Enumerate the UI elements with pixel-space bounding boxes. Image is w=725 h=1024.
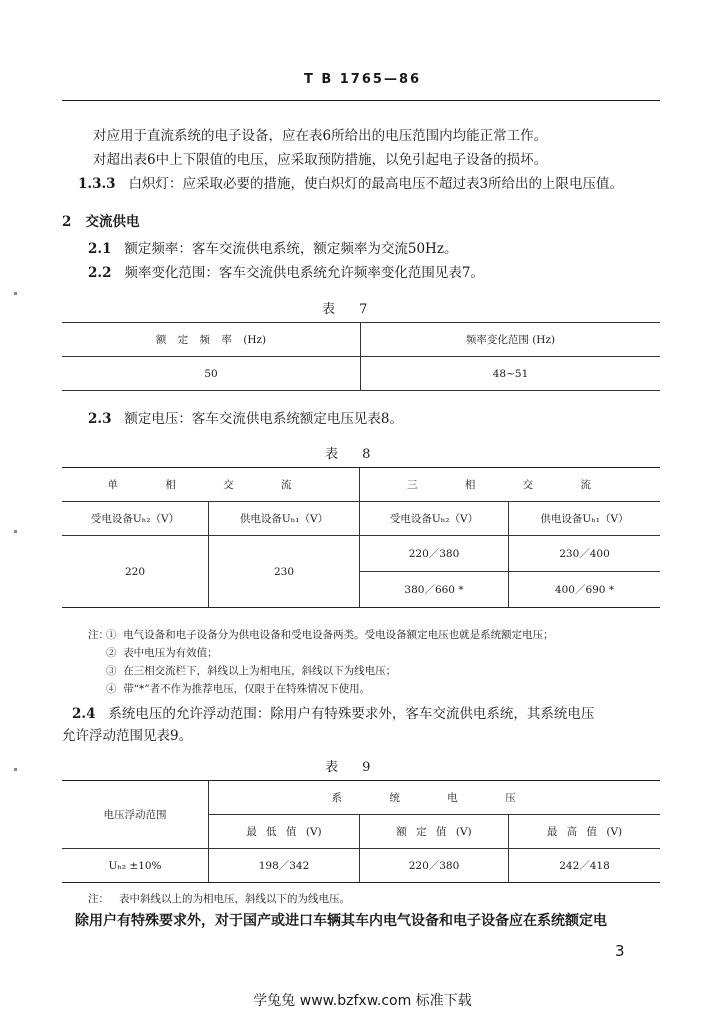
table-9 [62, 780, 660, 883]
header-rule [62, 100, 660, 101]
note-label: 注： [88, 893, 109, 905]
table-cell: 220／380 [360, 536, 509, 572]
section-number: 1.3.3 [78, 176, 116, 192]
table-header: 频率变化范围 (Hz) [361, 323, 661, 357]
table-header: 最 低 值 (V) [209, 815, 360, 849]
table-header: 额 定 频 率 (Hz) [62, 323, 361, 357]
section-title: 交流供电 [85, 214, 140, 230]
footer-watermark: 学兔兔 www.bzfxw.com 标准下载 [253, 993, 472, 1009]
table-7-caption: 表 7 [322, 302, 378, 317]
table-header: 受电设备Uₕ₂（V） [62, 502, 209, 536]
note-text: 带“*”者不作为推荐电压，仅限于在特殊情况下使用。 [123, 683, 371, 695]
section-number: 2.3 [88, 411, 112, 427]
table-8-caption: 表 8 [325, 447, 381, 462]
table-group-header: 系 统 电 压 [209, 781, 661, 815]
section-2-4-continued: 允许浮动范围见表9。 [62, 728, 193, 744]
table-cell: 220 [62, 536, 209, 608]
note-text: 电气设备和电子设备分为供电设备和受电设备两类。受电设备额定电压也就是系统额定电压； [123, 629, 554, 641]
section-number: 2.1 [88, 241, 112, 257]
section-text: 白炽灯：应采取必要的措施，使白炽灯的最高电压不超过表3所给出的上限电压值。 [128, 176, 624, 192]
section-number: 2.4 [72, 706, 96, 722]
paragraph-2: 对超出表6中上下限值的电压，应采取预防措施，以免引起电子设备的损坏。 [93, 152, 548, 168]
table-header: 额 定 值 (V) [360, 815, 509, 849]
note-text: 在三相交流栏下，斜线以上为相电压，斜线以下为线电压； [123, 665, 397, 677]
table-cell: 50 [62, 357, 361, 391]
table-7 [62, 322, 660, 391]
page-number: 3 [615, 942, 625, 960]
section-number: 2 [62, 214, 72, 230]
table-cell: Uₕ₂ ±10% [62, 849, 209, 883]
table-cell: 230／400 [509, 536, 661, 572]
note-label: 注： [88, 629, 109, 641]
table-header: 电压浮动范围 [62, 781, 209, 849]
note-text: 表中电压为有效值； [123, 647, 218, 659]
note-mark: ② [106, 647, 117, 659]
section-2-3 [88, 407, 403, 427]
note-item [106, 645, 218, 660]
scan-speck [14, 530, 17, 533]
table-cell: 242／418 [509, 849, 661, 883]
document-code: T B 1765—86 [303, 72, 422, 87]
section-text: 额定频率：客车交流供电系统，额定频率为交流50Hz。 [124, 241, 458, 257]
note-mark: ① [106, 629, 117, 641]
scan-speck [14, 768, 17, 771]
table-cell: 380／660 * [360, 572, 509, 608]
note-mark: ④ [106, 683, 117, 695]
last-line: 除用户有特殊要求外，对于国产或进口车辆其车内电气设备和电子设备应在系统额定电 [75, 913, 607, 929]
table-group-header: 单 相 交 流 [62, 468, 360, 502]
note-item [88, 891, 350, 906]
table-header: 供电设备Uₕ₁（V） [509, 502, 661, 536]
table-cell: 198／342 [209, 849, 360, 883]
table-header: 受电设备Uₕ₂（V） [360, 502, 509, 536]
note-text: 表中斜线以上的为相电压，斜线以下的为线电压。 [119, 893, 351, 905]
paragraph-1: 对应用于直流系统的电子设备，应在表6所给出的电压范围内均能正常工作。 [93, 128, 548, 144]
table-cell: 230 [209, 536, 360, 608]
scan-speck [14, 292, 17, 295]
table-header: 供电设备Uₕ₁（V） [209, 502, 360, 536]
section-2-2 [88, 261, 484, 281]
section-2-1 [88, 237, 457, 257]
section-2-4 [72, 702, 594, 722]
note-mark: ③ [106, 665, 117, 677]
note-item [106, 663, 396, 678]
section-text: 系统电压的允许浮动范围：除用户有特殊要求外，客车交流供电系统，其系统电压 [108, 706, 595, 722]
table-group-header: 三 相 交 流 [360, 468, 661, 502]
table-header: 最 高 值 (V) [509, 815, 661, 849]
table-8 [62, 467, 660, 608]
section-2-heading [62, 210, 140, 230]
section-1-3-3 [78, 172, 623, 192]
note-item [106, 681, 370, 696]
table-cell: 400／690 * [509, 572, 661, 608]
section-text: 频率变化范围：客车交流供电系统允许频率变化范围见表7。 [124, 265, 484, 281]
table-9-caption: 表 9 [325, 760, 381, 775]
table-cell: 220／380 [360, 849, 509, 883]
table-cell: 48~51 [361, 357, 661, 391]
section-text: 额定电压：客车交流供电系统额定电压见表8。 [124, 411, 403, 427]
note-item [106, 627, 554, 642]
section-number: 2.2 [88, 265, 112, 281]
